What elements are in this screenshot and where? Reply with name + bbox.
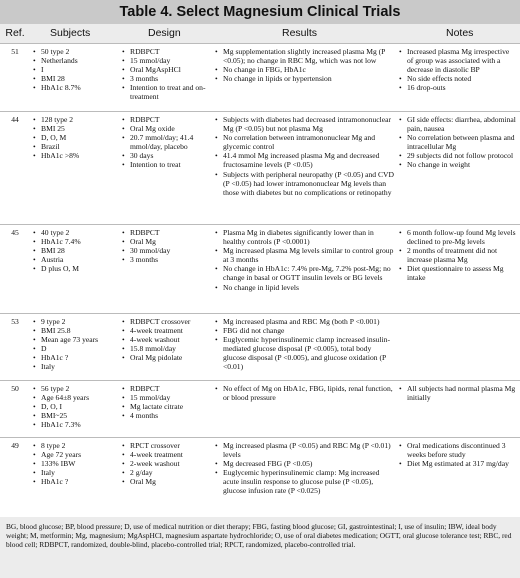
ref-cell: 50 — [11, 384, 19, 393]
subject-item: • BMI 25 — [33, 124, 118, 133]
notes-cell — [399, 115, 517, 170]
subject-item: • HbA1c 7.3% — [33, 420, 118, 429]
subject-item: • BMI 28 — [33, 246, 118, 255]
note-item: • Diet Mg estimated at 317 mg/day — [399, 459, 517, 468]
result-item: • No effect of Mg on HbA1c, FBG, lipids, renal function, or blood pressure — [215, 384, 395, 402]
design-item: • Oral Mg — [122, 237, 212, 246]
table-title: Table 4. Select Magnesium Clinical Trials — [0, 0, 520, 24]
result-item: • Mg increased plasma (P <0.05) and RBC Mg (P <0.01) levels — [215, 441, 395, 459]
note-item: • No side effects noted — [399, 74, 517, 83]
subject-item: • Brazil — [33, 142, 118, 151]
design-item: • 4-week treatment — [122, 450, 212, 459]
note-item: • 2 months of treatment did not increase plasma Mg — [399, 246, 517, 264]
result-item: • FBG did not change — [215, 326, 395, 335]
note-item: • No correlation between plasma and intracellular Mg — [399, 133, 517, 151]
table-row — [0, 224, 520, 313]
ref-cell: 44 — [11, 115, 19, 124]
result-item: • No change in lipids or hypertension — [215, 74, 395, 83]
result-item: • No change in HbA1c: 7.4% pre-Mg, 7.2% post-Mg; no change in basal or OGTT insulin levels or BG levels — [215, 264, 395, 282]
design-cell — [122, 384, 212, 420]
subject-item: • Mean age 73 years — [33, 335, 118, 344]
note-item: • 16 drop-outs — [399, 83, 517, 92]
subject-item: • BMI 25.8 — [33, 326, 118, 335]
table-row — [0, 313, 520, 380]
subject-item: • HbA1c ? — [33, 477, 118, 486]
table-header — [0, 24, 520, 43]
design-item: • Oral Mg — [122, 477, 212, 486]
design-item: • Intention to treat — [122, 160, 212, 169]
subject-item: • 133% IBW — [33, 459, 118, 468]
design-cell — [122, 317, 212, 362]
note-item: • 29 subjects did not follow protocol — [399, 151, 517, 160]
subject-item: • 9 type 2 — [33, 317, 118, 326]
design-item: • 15 mmol/day — [122, 393, 212, 402]
note-item: • 6 month follow-up found Mg levels declined to pre-Mg levels — [399, 228, 517, 246]
design-item: • RDBPCT — [122, 228, 212, 237]
subjects-cell — [33, 228, 118, 273]
design-item: • Mg lactate citrate — [122, 402, 212, 411]
ref-cell: 53 — [11, 317, 19, 326]
result-item: • Subjects with diabetes had decreased intramononuclear Mg (P <0.05) but not plasma Mg — [215, 115, 395, 133]
result-item: • Mg decreased FBG (P <0.05) — [215, 459, 395, 468]
design-item: • 15.8 mmol/day — [122, 344, 212, 353]
result-item: • No change in lipid levels — [215, 283, 395, 292]
subject-item: • Austria — [33, 255, 118, 264]
table-row — [0, 437, 520, 517]
design-cell — [122, 47, 212, 102]
subject-item: • HbA1c 7.4% — [33, 237, 118, 246]
subject-item: • Age 64±8 years — [33, 393, 118, 402]
design-item: • 2 g/day — [122, 468, 212, 477]
notes-cell — [399, 441, 517, 468]
design-cell — [122, 441, 212, 486]
ref-cell: 51 — [11, 47, 19, 56]
results-cell — [215, 115, 395, 197]
subjects-cell — [33, 384, 118, 429]
design-item: • 2-week washout — [122, 459, 212, 468]
result-item: • Mg supplementation slightly increased plasma Mg (P <0.05); no change in RBC Mg, which was not low — [215, 47, 395, 65]
design-item: • RDBPCT crossover — [122, 317, 212, 326]
subjects-cell — [33, 441, 118, 486]
subjects-cell — [33, 115, 118, 160]
subject-item: • HbA1c ? — [33, 353, 118, 362]
subject-item: • HbA1c 8.7% — [33, 83, 118, 92]
result-item: • 41.4 mmol Mg increased plasma Mg and decreased fructosamine levels (P <0.05) — [215, 151, 395, 169]
design-item: • 4 months — [122, 411, 212, 420]
design-item: • 4-week treatment — [122, 326, 212, 335]
subject-item: • D plus O, M — [33, 264, 118, 273]
design-item: • RPCT crossover — [122, 441, 212, 450]
header-subjects: Subjects — [50, 27, 91, 39]
note-item: • Increased plasma Mg irrespective of group was associated with a decrease in diastolic BP — [399, 47, 517, 74]
subject-item: • BMI~25 — [33, 411, 118, 420]
subject-item: • 56 type 2 — [33, 384, 118, 393]
header-design: Design — [148, 27, 181, 39]
result-item: • Euglycemic hyperinsulinemic clamp increased insulin-mediated glucose disposal (P <0.005), total body glucose disposal (P <0.005), and glucose oxidation (P <0.01) — [215, 335, 395, 371]
design-item: • Intention to treat and on-treatment — [122, 83, 212, 101]
design-item: • 30 days — [122, 151, 212, 160]
results-cell — [215, 384, 395, 402]
results-cell — [215, 441, 395, 496]
note-item: • All subjects had normal plasma Mg initially — [399, 384, 517, 402]
subject-item: • Netherlands — [33, 56, 118, 65]
design-item: • Oral Mg pidolate — [122, 353, 212, 362]
design-item: • 20.7 mmol/day; 41.4 mmol/day, placebo — [122, 133, 212, 151]
subject-item: • I — [33, 65, 118, 74]
table-row — [0, 380, 520, 437]
subject-item: • Italy — [33, 362, 118, 371]
ref-cell: 45 — [11, 228, 19, 237]
notes-cell — [399, 228, 517, 283]
design-item: • Oral MgAspHCl — [122, 65, 212, 74]
table-row — [0, 111, 520, 224]
subject-item: • D, O, M — [33, 133, 118, 142]
design-item: • RDBPCT — [122, 384, 212, 393]
subject-item: • D, O, I — [33, 402, 118, 411]
design-item: • RDBPCT — [122, 47, 212, 56]
design-item: • Oral Mg oxide — [122, 124, 212, 133]
header-notes: Notes — [446, 27, 474, 39]
table-footnote: BG, blood glucose; BP, blood pressure; D, use of medical nutrition or diet therapy; FBG, fasting blood glucose; GI, gastrointestinal; I, use of insulin; IBW, ideal body weight; M, metformin; Mg, magnesium; MgAspHCl, magnesium aspartate hydrochloride; O, use of oral diabetes medication; OGTT, oral glucose tolerance test; RBC, red blood cell; RDBPCT, randomized, double-blind, placebo-controlled trial; RPCT, randomized, placebo-controlled trial. — [0, 517, 520, 578]
result-item: • No change in FBG, HbA1c — [215, 65, 395, 74]
result-item: • Subjects with peripheral neuropathy (P <0.05) and CVD (P <0.05) had lower intramononuclear Mg levels than those with diabetes but no complications or retinopathy — [215, 170, 395, 197]
result-item: • Euglycemic hyperinsulinemic clamp: Mg increased acute insulin response to glucose pulse (P <0.05), glucose infusion rate (P <0.025) — [215, 468, 395, 495]
subject-item: • BMI 28 — [33, 74, 118, 83]
subject-item: • Italy — [33, 468, 118, 477]
design-item: • 30 mmol/day — [122, 246, 212, 255]
subject-item: • D — [33, 344, 118, 353]
design-cell — [122, 115, 212, 170]
results-cell — [215, 228, 395, 292]
subjects-cell — [33, 47, 118, 92]
design-item: • 15 mmol/day — [122, 56, 212, 65]
table-row — [0, 43, 520, 111]
note-item: • GI side effects: diarrhea, abdominal pain, nausea — [399, 115, 517, 133]
design-item: • 3 months — [122, 255, 212, 264]
design-cell — [122, 228, 212, 264]
results-cell — [215, 317, 395, 372]
results-cell — [215, 47, 395, 83]
subject-item: • HbA1c >8% — [33, 151, 118, 160]
subject-item: • Age 72 years — [33, 450, 118, 459]
subject-item: • 128 type 2 — [33, 115, 118, 124]
result-item: • No correlation between intramononuclear Mg and glycemic control — [215, 133, 395, 151]
note-item: • No change in weight — [399, 160, 517, 169]
subject-item: • 50 type 2 — [33, 47, 118, 56]
subjects-cell — [33, 317, 118, 372]
design-item: • 4-week washout — [122, 335, 212, 344]
design-item: • RDBPCT — [122, 115, 212, 124]
result-item: • Mg increased plasma Mg levels similar to control group at 3 months — [215, 246, 395, 264]
note-item: • Diet questionnaire to assess Mg intake — [399, 264, 517, 282]
header-ref: Ref. — [5, 27, 25, 39]
subject-item: • 40 type 2 — [33, 228, 118, 237]
result-item: • Plasma Mg in diabetes significantly lower than in healthy controls (P <0.0001) — [215, 228, 395, 246]
notes-cell — [399, 47, 517, 92]
note-item: • Oral medications discontinued 3 weeks before study — [399, 441, 517, 459]
header-results: Results — [282, 27, 318, 39]
subject-item: • 8 type 2 — [33, 441, 118, 450]
ref-cell: 49 — [11, 441, 19, 450]
design-item: • 3 months — [122, 74, 212, 83]
result-item: • Mg increased plasma and RBC Mg (both P <0.001) — [215, 317, 395, 326]
notes-cell — [399, 384, 517, 402]
